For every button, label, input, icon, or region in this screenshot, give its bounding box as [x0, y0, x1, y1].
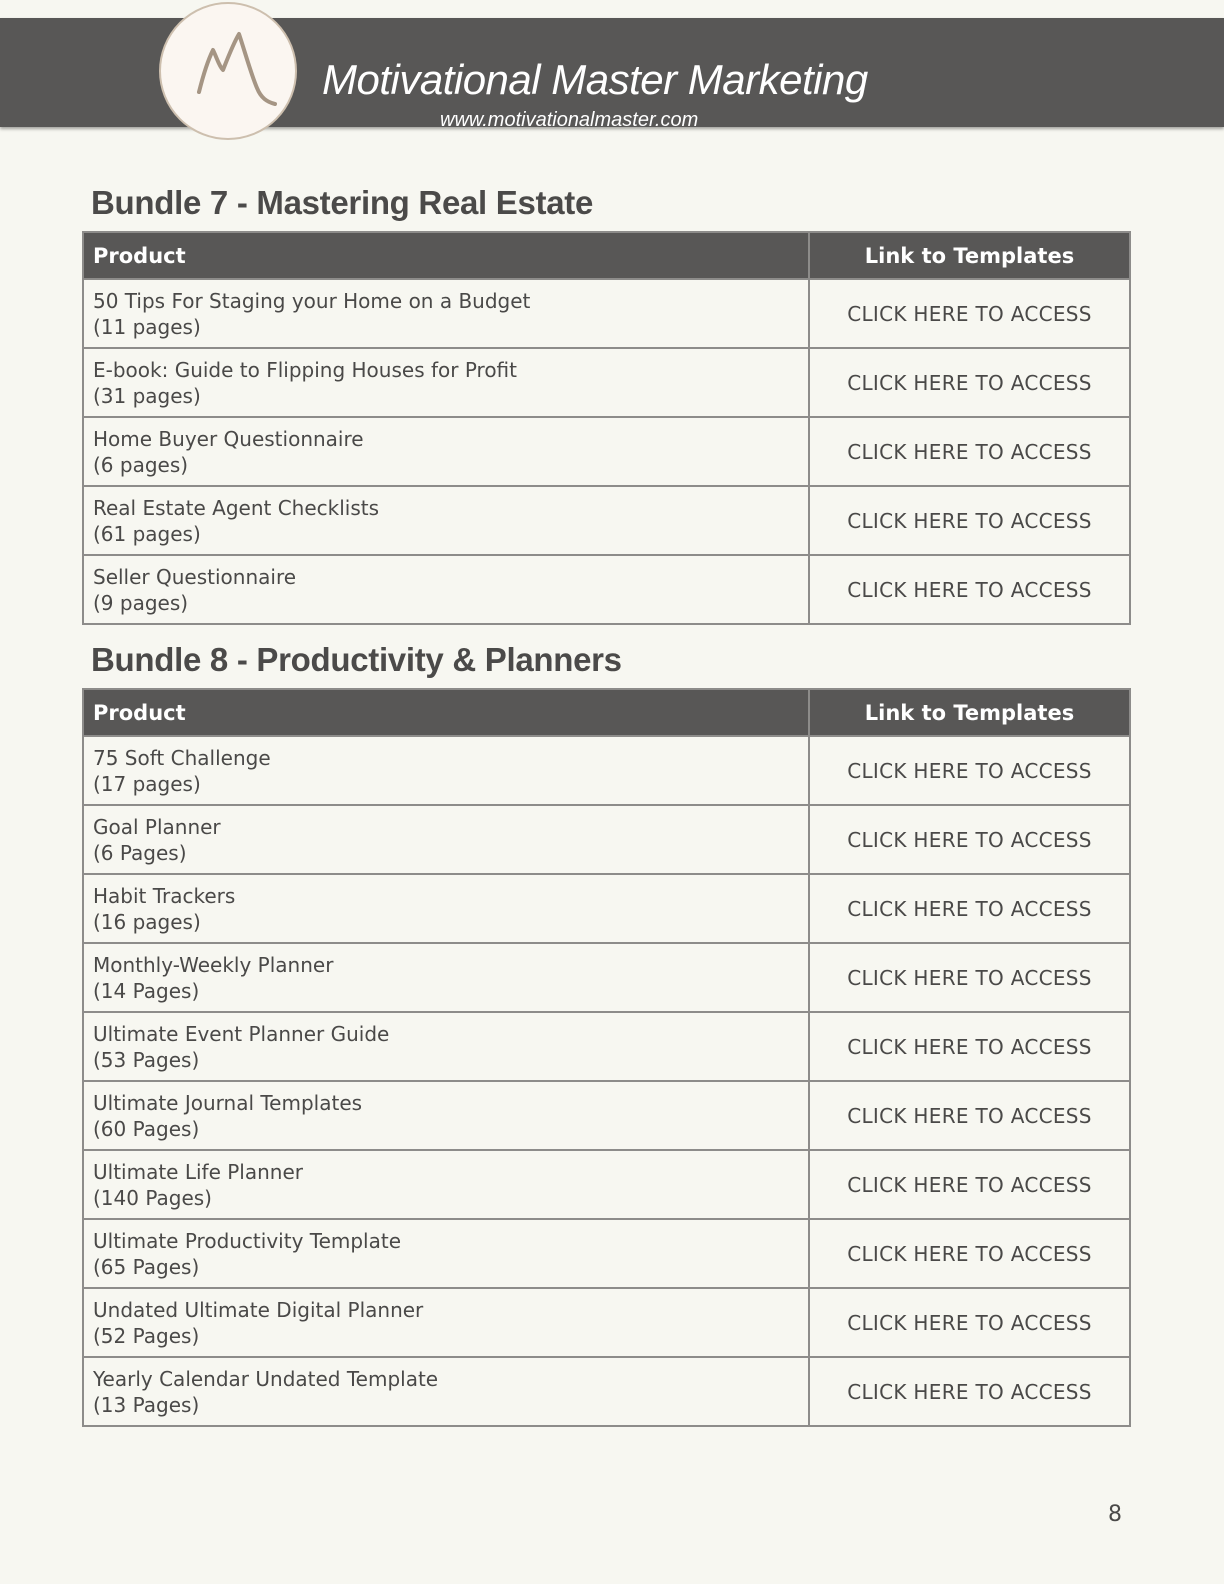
- access-link[interactable]: CLICK HERE TO ACCESS: [847, 896, 1092, 921]
- access-link-cell: [809, 1288, 1130, 1357]
- product-pages: (31 pages): [93, 383, 201, 408]
- access-link-cell: [809, 1081, 1130, 1150]
- website-url[interactable]: www.motivationalmaster.com: [440, 109, 699, 131]
- column-header-product: Product: [83, 689, 809, 736]
- access-link[interactable]: CLICK HERE TO ACCESS: [847, 370, 1092, 395]
- product-name: Ultimate Journal Templates: [93, 1090, 363, 1115]
- product-pages: (61 pages): [93, 521, 201, 546]
- access-link-cell: [809, 1357, 1130, 1426]
- product-pages: (60 Pages): [93, 1116, 200, 1141]
- product-pages: (6 Pages): [93, 840, 187, 865]
- access-link[interactable]: CLICK HERE TO ACCESS: [847, 508, 1092, 533]
- brand-name: Motivational Master Marketing: [322, 56, 868, 103]
- bundle-7-title: Bundle 7 - Mastering Real Estate: [91, 184, 594, 221]
- table-row: [83, 555, 1130, 624]
- table-header-row: [83, 689, 1130, 736]
- product-pages: (14 Pages): [93, 978, 200, 1003]
- product-name: Ultimate Productivity Template: [93, 1228, 402, 1253]
- product-cell: [83, 1357, 809, 1426]
- table-row: [83, 1012, 1130, 1081]
- product-cell: [83, 1288, 809, 1357]
- access-link-cell: [809, 943, 1130, 1012]
- table-row: [83, 943, 1130, 1012]
- access-link-cell: [809, 486, 1130, 555]
- product-pages: (11 pages): [93, 314, 201, 339]
- product-name: Ultimate Event Planner Guide: [93, 1021, 390, 1046]
- product-cell: [83, 1012, 809, 1081]
- table-row: [83, 486, 1130, 555]
- access-link[interactable]: CLICK HERE TO ACCESS: [847, 1310, 1092, 1335]
- product-name: Ultimate Life Planner: [93, 1159, 303, 1184]
- product-name: 50 Tips For Staging your Home on a Budget: [93, 288, 531, 313]
- table-row: [83, 805, 1130, 874]
- product-cell: [83, 348, 809, 417]
- access-link[interactable]: CLICK HERE TO ACCESS: [847, 577, 1092, 602]
- access-link[interactable]: CLICK HERE TO ACCESS: [847, 827, 1092, 852]
- table-row: [83, 1357, 1130, 1426]
- product-cell: [83, 1081, 809, 1150]
- page-number: 8: [1108, 1502, 1122, 1527]
- access-link-cell: [809, 417, 1130, 486]
- table-row: [83, 1219, 1130, 1288]
- product-name: Goal Planner: [93, 814, 221, 839]
- table-row: [83, 1081, 1130, 1150]
- column-header-link: Link to Templates: [809, 232, 1130, 279]
- product-cell: [83, 1150, 809, 1219]
- access-link-cell: [809, 805, 1130, 874]
- access-link[interactable]: CLICK HERE TO ACCESS: [847, 1034, 1092, 1059]
- access-link[interactable]: CLICK HERE TO ACCESS: [847, 1241, 1092, 1266]
- access-link-cell: [809, 736, 1130, 805]
- access-link[interactable]: CLICK HERE TO ACCESS: [847, 1379, 1092, 1404]
- access-link-cell: [809, 1150, 1130, 1219]
- product-pages: (16 pages): [93, 909, 201, 934]
- access-link-cell: [809, 555, 1130, 624]
- access-link[interactable]: CLICK HERE TO ACCESS: [847, 758, 1092, 783]
- column-header-product: Product: [83, 232, 809, 279]
- product-cell: [83, 486, 809, 555]
- table-row: [83, 348, 1130, 417]
- product-pages: (65 Pages): [93, 1254, 200, 1279]
- product-pages: (53 Pages): [93, 1047, 200, 1072]
- product-name: Monthly-Weekly Planner: [93, 952, 334, 977]
- access-link-cell: [809, 348, 1130, 417]
- access-link-cell: [809, 279, 1130, 348]
- product-pages: (9 pages): [93, 590, 189, 615]
- product-cell: [83, 943, 809, 1012]
- access-link-cell: [809, 1012, 1130, 1081]
- table-header-row: [83, 232, 1130, 279]
- product-cell: [83, 805, 809, 874]
- access-link-cell: [809, 874, 1130, 943]
- product-name: Yearly Calendar Undated Template: [93, 1366, 439, 1391]
- product-cell: [83, 417, 809, 486]
- access-link[interactable]: CLICK HERE TO ACCESS: [847, 301, 1092, 326]
- table-row: [83, 1150, 1130, 1219]
- bundle-8-table: [82, 688, 1131, 1427]
- table-row: [83, 279, 1130, 348]
- product-pages: (13 Pages): [93, 1392, 200, 1417]
- product-name: 75 Soft Challenge: [93, 745, 271, 770]
- table-row: [83, 1288, 1130, 1357]
- product-name: E-book: Guide to Flipping Houses for Profit: [93, 357, 517, 382]
- access-link[interactable]: CLICK HERE TO ACCESS: [847, 1172, 1092, 1197]
- product-name: Real Estate Agent Checklists: [93, 495, 380, 520]
- column-header-link: Link to Templates: [809, 689, 1130, 736]
- product-pages: (140 Pages): [93, 1185, 212, 1210]
- product-name: Habit Trackers: [93, 883, 236, 908]
- product-name: Undated Ultimate Digital Planner: [93, 1297, 424, 1322]
- access-link-cell: [809, 1219, 1130, 1288]
- product-name: Seller Questionnaire: [93, 564, 297, 589]
- table-row: [83, 874, 1130, 943]
- product-pages: (17 pages): [93, 771, 201, 796]
- product-cell: [83, 736, 809, 805]
- access-link[interactable]: CLICK HERE TO ACCESS: [847, 965, 1092, 990]
- product-cell: [83, 1219, 809, 1288]
- bundle-8-title: Bundle 8 - Productivity & Planners: [91, 641, 622, 678]
- table-row: [83, 736, 1130, 805]
- access-link[interactable]: CLICK HERE TO ACCESS: [847, 439, 1092, 464]
- brand-logo: [159, 2, 297, 140]
- bundle-7-table: [82, 231, 1131, 625]
- product-cell: [83, 555, 809, 624]
- product-cell: [83, 279, 809, 348]
- product-name: Home Buyer Questionnaire: [93, 426, 364, 451]
- product-pages: (52 Pages): [93, 1323, 200, 1348]
- product-cell: [83, 874, 809, 943]
- access-link[interactable]: CLICK HERE TO ACCESS: [847, 1103, 1092, 1128]
- product-pages: (6 pages): [93, 452, 189, 477]
- table-row: [83, 417, 1130, 486]
- m-peak-logo-icon: [161, 4, 295, 138]
